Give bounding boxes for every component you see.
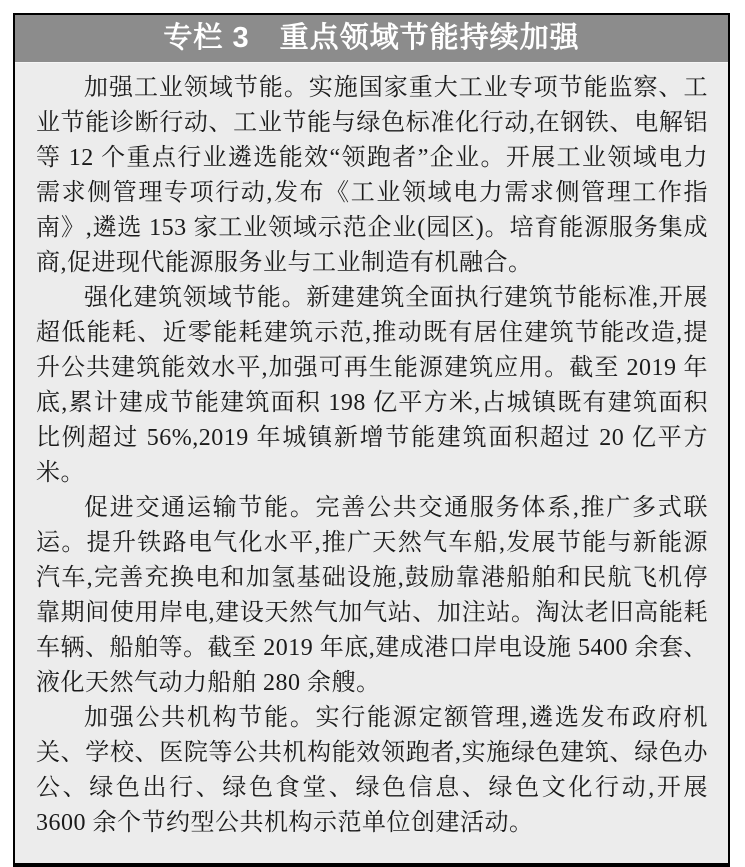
- paragraph-building-energy-saving: 强化建筑领域节能。新建建筑全面执行建筑节能标准,开展超低能耗、近零能耗建筑示范,推动既有居住建筑节能改造,提升公共建筑能效水平,加强可再生能源建筑应用。截至 2019 年底,累计建成节能建筑面积 198 亿平方米,占城镇既有建筑面积比例超过 56%,2019 年城镇新增节能建筑面积超过 20 亿平方米。: [36, 285, 708, 486]
- paragraph-public-institution-energy-saving: 加强公共机构节能。实行能源定额管理,遴选发布政府机关、学校、医院等公共机构能效领跑者,实施绿色建筑、绿色办公、绿色出行、绿色食堂、绿色信息、绿色文化行动,开展 3600 余个节约型公共机构示范单位创建活动。: [36, 705, 708, 836]
- paragraph-industry-energy-saving: 加强工业领域节能。实施国家重大工业专项节能监察、工业节能诊断行动、工业节能与绿色标准化行动,在钢铁、电解铝等 12 个重点行业遴选能效“领跑者”企业。开展工业领域电力需求侧管理专项行动,发布《工业领域电力需求侧管理工作指南》,遴选 153 家工业领域示范企业(园区)。培育能源服务集成商,促进现代能源服务业与工业制造有机融合。: [36, 75, 708, 276]
- column-box: [13, 13, 730, 867]
- column-box-body: [15, 63, 728, 863]
- column-box-header: [15, 15, 728, 63]
- column-box-title: 专栏 3 重点领域节能持续加强: [163, 22, 580, 54]
- paragraph-transport-energy-saving: 促进交通运输节能。完善公共交通服务体系,推广多式联运。提升铁路电气化水平,推广天然气车船,发展节能与新能源汽车,完善充换电和加氢基础设施,鼓励靠港船舶和民航飞机停靠期间使用岸电,建设天然气加气站、加注站。淘汰老旧高能耗车辆、船舶等。截至 2019 年底,建成港口岸电设施 5400 余套、液化天然气动力船舶 280 余艘。: [36, 495, 708, 696]
